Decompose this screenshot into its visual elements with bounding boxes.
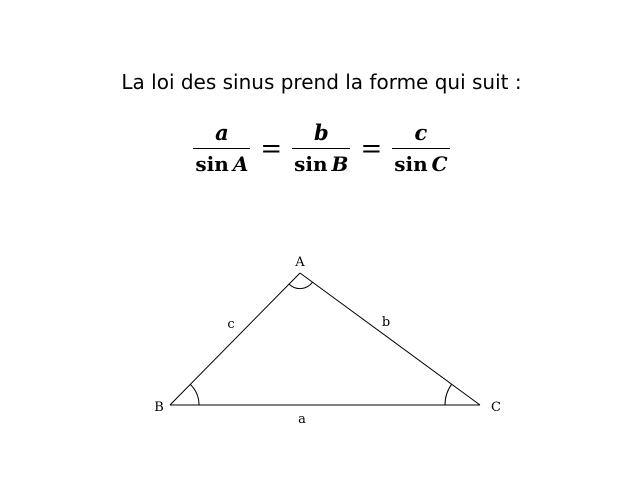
vertex-label-a: A — [295, 255, 305, 270]
sin-label-b: sin — [294, 152, 328, 176]
side-c-line — [170, 273, 300, 405]
equals-sign-2: = — [360, 133, 383, 164]
equals-sign-1: = — [260, 133, 283, 164]
side-b-line — [300, 273, 480, 405]
angle-arc-b — [190, 384, 199, 405]
numerator-b: b — [313, 120, 329, 145]
sin-label-a: sin — [195, 152, 229, 176]
angle-a: A — [232, 152, 249, 176]
angle-arc-a — [289, 282, 312, 288]
page-title: La loi des sinus prend la forme qui suit : — [121, 70, 522, 94]
angle-b: B — [331, 152, 349, 176]
angle-c: C — [431, 152, 448, 176]
angle-arc-c — [445, 384, 452, 405]
numerator-c: c — [414, 120, 428, 145]
vertex-label-c: C — [491, 400, 501, 415]
side-label-c: c — [227, 317, 235, 332]
side-label-a: a — [298, 412, 306, 427]
side-label-b: b — [381, 315, 391, 330]
sin-label-c: sin — [394, 152, 428, 176]
numerator-a: a — [215, 120, 229, 145]
vertex-label-b: B — [154, 400, 164, 415]
